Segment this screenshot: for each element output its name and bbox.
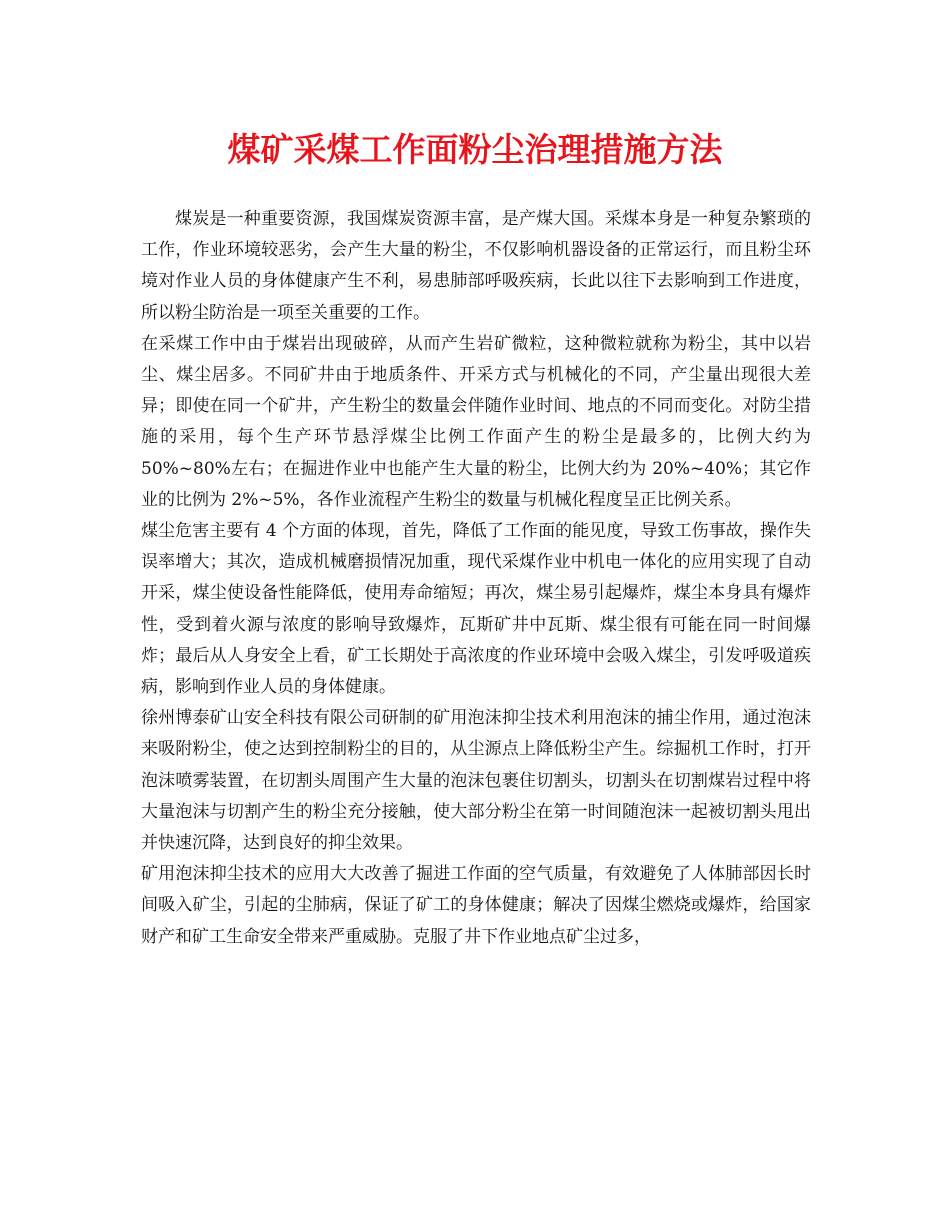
document-body [141, 204, 811, 953]
paragraph-foam-benefits: 矿用泡沫抑尘技术的应用大大改善了掘进工作面的空气质量，有效避免了人体肺部因长时间吸入矿尘，引起的尘肺病，保证了矿工的身体健康；解决了因煤尘燃烧或爆炸，给国家财产和矿工生命安全带来严重威胁。克服了井下作业地点矿尘过多， [141, 864, 811, 947]
paragraph-dust-hazards: 煤尘危害主要有 4 个方面的体现，首先，降低了工作面的能见度，导致工伤事故，操作失误率增大；其次，造成机械磨损情况加重，现代采煤作业中机电一体化的应用实现了自动开采，煤尘使设备性能降低，使用寿命缩短；再次，煤尘易引起爆炸，煤尘本身具有爆炸性，受到着火源与浓度的影响导致爆炸，瓦斯矿井中瓦斯、煤尘很有可能在同一时间爆炸；最后从人身安全上看，矿工长期处于高浓度的作业环境中会吸入煤尘，引发呼吸道疾病，影响到作业人员的身体健康。 [141, 521, 811, 698]
paragraph-foam-technology: 徐州博泰矿山安全科技有限公司研制的矿用泡沫抑尘技术利用泡沫的捕尘作用，通过泡沫来吸附粉尘，使之达到控制粉尘的目的，从尘源点上降低粉尘产生。综掘机工作时，打开泡沫喷雾装置，在切割头周围产生大量的泡沫包裹住切割头，切割头在切割煤岩过程中将大量泡沫与切割产生的粉尘充分接触，使大部分粉尘在第一时间随泡沫一起被切割头甩出并快速沉降，达到良好的抑尘效果。 [141, 708, 811, 854]
document-title: 煤矿采煤工作面粉尘治理措施方法 [227, 130, 723, 169]
paragraph-intro: 煤炭是一种重要资源，我国煤炭资源丰富，是产煤大国。采煤本身是一种复杂繁琐的工作，作业环境较恶劣，会产生大量的粉尘，不仅影响机器设备的正常运行，而且粉尘环境对作业人员的身体健康产生不利，易患肺部呼吸疾病，长此以往下去影响到工作进度，所以粉尘防治是一项至关重要的工作。 [141, 209, 811, 323]
paragraph-dust-source: 在采煤工作中由于煤岩出现破碎，从而产生岩矿微粒，这种微粒就称为粉尘，其中以岩尘、煤尘居多。不同矿井由于地质条件、开采方式与机械化的不同，产尘量出现很大差异；即使在同一个矿井，产生粉尘的数量会伴随作业时间、地点的不同而变化。对防尘措施的采用，每个生产环节悬浮煤尘比例工作面产生的粉尘是最多的，比例大约为 50%~80%左右；在掘进作业中也能产生大量的粉尘，比例大约为 20%~40%；其它作业的比例为 2%~5%，各作业流程产生粉尘的数量与机械化程度呈正比例关系。 [141, 333, 811, 510]
